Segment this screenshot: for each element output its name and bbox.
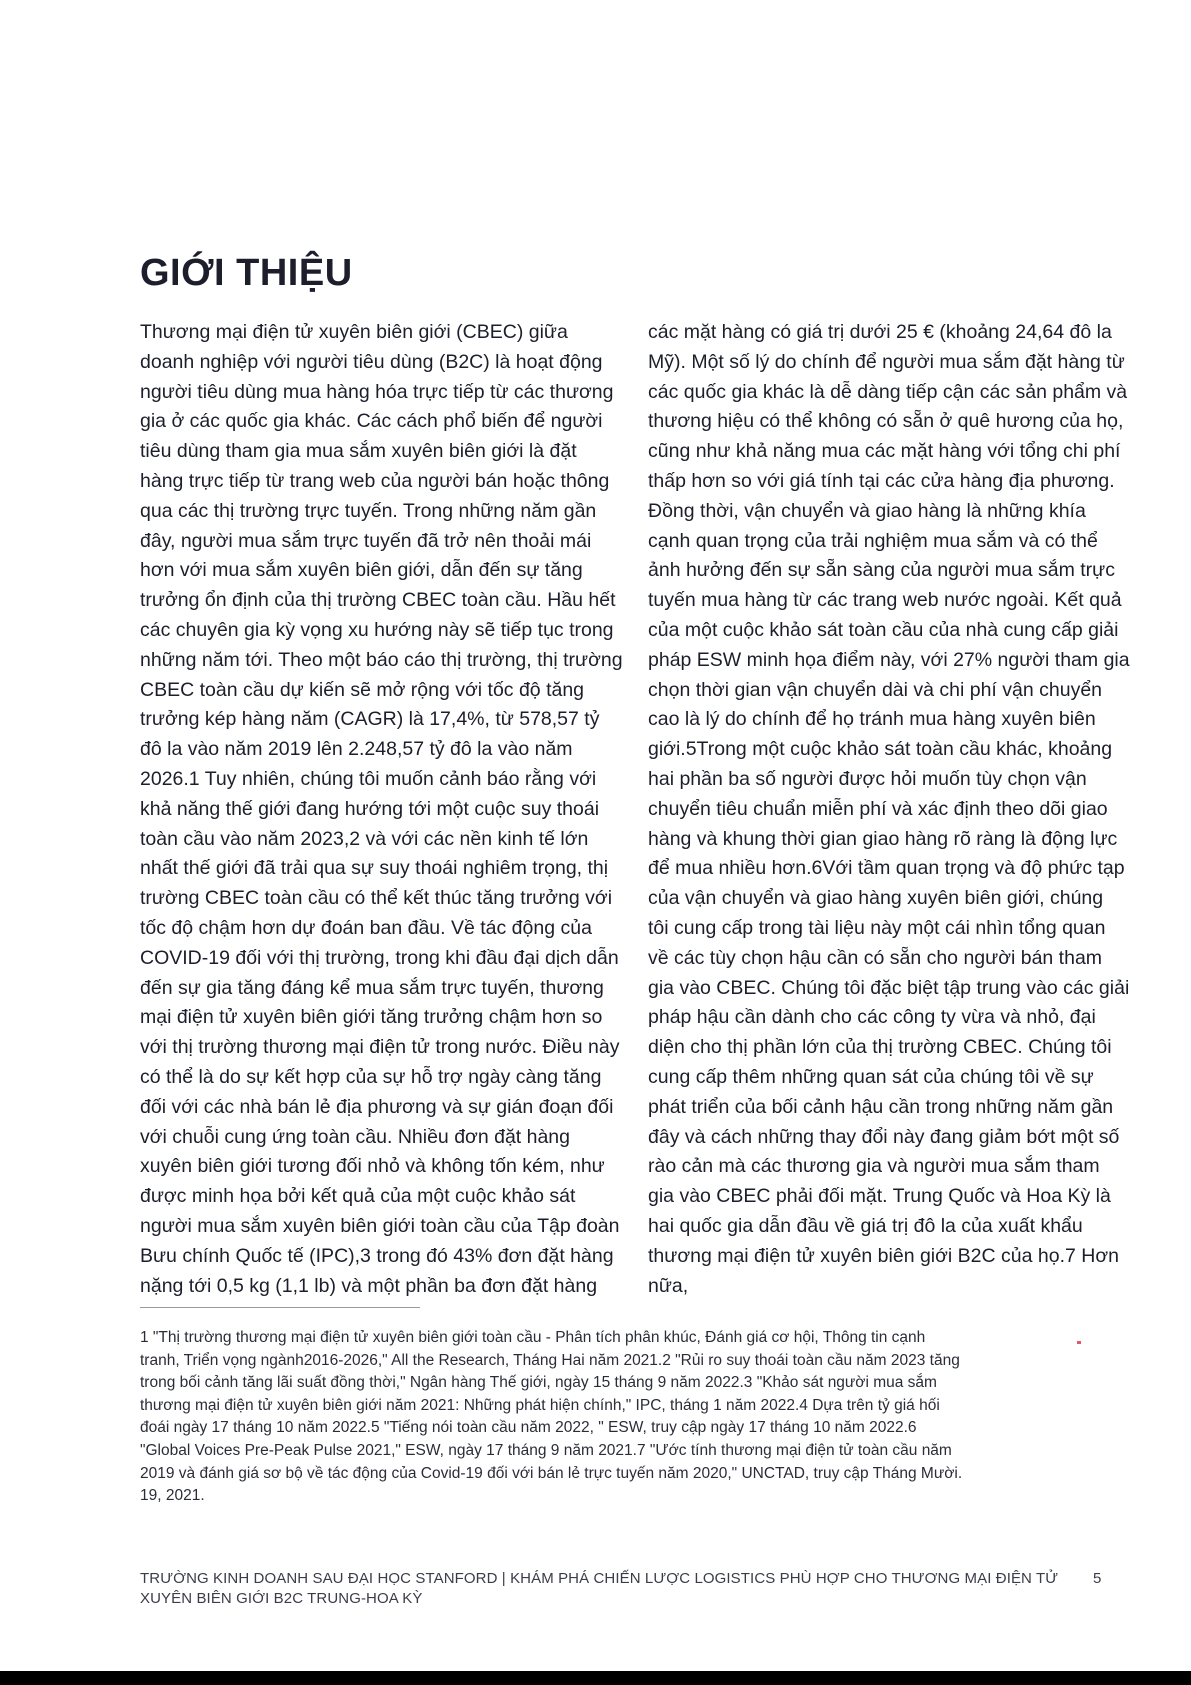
body-line: pháp hậu cần dành cho các công ty vừa và nhỏ, đại bbox=[648, 1006, 1096, 1029]
body-line: mại điện tử xuyên biên giới tăng trưởng chậm hơn so bbox=[140, 1006, 603, 1029]
body-line: tuyến mua hàng từ các trang web nước ngoài. Kết quả bbox=[648, 589, 1122, 612]
body-line: gia vào CBEC phải đối mặt. Trung Quốc và Hoa Kỳ là bbox=[648, 1185, 1111, 1208]
body-line: 2026.1 Tuy nhiên, chúng tôi muốn cảnh báo rằng với bbox=[140, 767, 597, 790]
body-line: đến sự gia tăng đáng kể mua sắm trực tuyến, thương bbox=[140, 976, 604, 999]
body-line: cũng như khả năng mua các mặt hàng với tổng chi phí bbox=[648, 440, 1121, 463]
footnote-line: 1 "Thị trường thương mại điện tử xuyên biên giới toàn cầu - Phân tích phân khúc, Đánh giá cơ hội, Thông tin cạnh bbox=[140, 1329, 926, 1346]
body-line: phát triển của bối cảnh hậu cần trong những năm gần bbox=[648, 1095, 1114, 1118]
body-line: diện cho thị phần lớn của thị trường CBEC. Chúng tôi bbox=[648, 1036, 1112, 1059]
body-line: rào cản mà các thương gia và người mua sắm tham bbox=[648, 1155, 1100, 1178]
body-line: nhất thế giới đã trải qua sự suy thoái nghiêm trọng, thị bbox=[140, 857, 609, 880]
body-line: đây và cách những thay đổi này đang giảm bớt một số bbox=[648, 1125, 1120, 1148]
body-line: Bưu chính Quốc tế (IPC),3 trong đó 43% đơn đặt hàng bbox=[140, 1244, 614, 1267]
body-line: có thể là do sự kết hợp của sự hỗ trợ ngày càng tăng bbox=[140, 1065, 602, 1088]
body-line: Mỹ). Một số lý do chính để người mua sắm đặt hàng từ bbox=[648, 350, 1125, 373]
body-line: người mua sắm xuyên biên giới toàn cầu của Tập đoàn bbox=[140, 1214, 620, 1237]
footer-line: TRƯỜNG KINH DOANH SAU ĐẠI HỌC STANFORD | KHÁM PHÁ CHIẾN LƯỢC LOGISTICS PHÙ HỢP CHO THƯƠNG MẠI ĐIỆN TỬ bbox=[140, 1570, 1059, 1587]
body-line: để mua nhiều hơn.6Với tầm quan trọng và độ phức tạp bbox=[648, 857, 1125, 880]
body-line: cạnh quan trọng của trải nghiệm mua sắm và có thể bbox=[648, 529, 1098, 552]
body-line: người tiêu dùng mua hàng hóa trực tiếp từ các thương bbox=[140, 380, 614, 403]
body-line: với chuỗi cung ứng toàn cầu. Nhiều đơn đặt hàng bbox=[140, 1125, 570, 1148]
body-line: thương mại điện tử xuyên biên giới B2C của họ.7 Hơn bbox=[648, 1244, 1119, 1267]
footnote-line: "Global Voices Pre-Peak Pulse 2021," ESW, ngày 17 tháng 9 năm 2021.7 "Ước tính thương mại điện tử toàn cầu năm bbox=[140, 1441, 952, 1459]
body-line: trưởng ổn định của thị trường CBEC toàn cầu. Hầu hết bbox=[140, 589, 616, 612]
body-line: chọn thời gian vận chuyển dài và chi phí vận chuyển bbox=[648, 678, 1103, 701]
page-number: 5 bbox=[1093, 1570, 1102, 1587]
body-line: xuyên biên giới tương đối nhỏ và không tốn kém, như bbox=[140, 1155, 605, 1178]
body-line: được minh họa bởi kết quả của một cuộc khảo sát bbox=[140, 1185, 576, 1208]
body-column-right bbox=[648, 318, 1158, 1301]
body-line: tiêu dùng tham gia mua sắm xuyên biên giới là đặt bbox=[140, 440, 577, 463]
body-line: toàn cầu vào năm 2023,2 và với các nền kinh tế lớn bbox=[140, 827, 589, 850]
body-line: doanh nghiệp với người tiêu dùng (B2C) là hoạt động bbox=[140, 350, 603, 373]
footnote-divider bbox=[140, 1307, 420, 1308]
footnote-line: tranh, Triển vọng ngành2016-2026," All the Research, Tháng Hai năm 2021.2 "Rủi ro suy thoái toàn cầu năm 2023 tăng bbox=[140, 1351, 960, 1369]
body-line: gia vào CBEC. Chúng tôi đặc biệt tập trung vào các giải bbox=[648, 976, 1130, 999]
body-line: giới.5Trong một cuộc khảo sát toàn cầu khác, khoảng bbox=[648, 738, 1113, 761]
body-line: Đồng thời, vận chuyển và giao hàng là những khía bbox=[648, 499, 1086, 522]
body-line: ảnh hưởng đến sự sẵn sàng của người mua sắm trực bbox=[648, 559, 1115, 582]
body-line: nặng tới 0,5 kg (1,1 lb) và một phần ba đơn đặt hàng bbox=[140, 1274, 598, 1297]
footer-line: XUYÊN BIÊN GIỚI B2C TRUNG-HOA KỲ bbox=[140, 1590, 423, 1607]
body-line: với thị trường thương mại điện tử trong nước. Điều này bbox=[140, 1036, 620, 1059]
body-line: các chuyên gia kỳ vọng xu hướng này sẽ tiếp tục trong bbox=[140, 618, 614, 641]
body-line: cung cấp thêm những quan sát của chúng tôi về sự bbox=[648, 1065, 1094, 1088]
body-line: trưởng kép hàng năm (CAGR) là 17,4%, từ 578,57 tỷ bbox=[140, 708, 600, 731]
body-line: Thương mại điện tử xuyên biên giới (CBEC) giữa bbox=[140, 321, 568, 343]
body-line: của vận chuyển và giao hàng xuyên biên giới, chúng bbox=[648, 887, 1104, 910]
body-line: hàng và khung thời gian giao hàng rõ ràng là động lực bbox=[648, 827, 1118, 850]
body-line: cao là lý do chính để họ tránh mua hàng xuyên biên bbox=[648, 708, 1096, 731]
footnote-line: đoái ngày 17 tháng 10 năm 2022.5 "Tiếng nói toàn cầu năm 2022, " ESW, truy cập ngày 17 tháng 10 năm 2022.6 bbox=[140, 1419, 917, 1437]
footnotes bbox=[140, 1327, 1080, 1508]
body-line: hơn với mua sắm xuyên biên giới, dẫn đến sự tăng bbox=[140, 559, 583, 582]
body-column-left bbox=[140, 318, 645, 1301]
body-line: trường CBEC toàn cầu có thể kết thúc tăng trưởng với bbox=[140, 887, 613, 910]
body-line: gia ở các quốc gia khác. Các cách phổ biến để người bbox=[140, 410, 603, 433]
body-line: thương hiệu có thể không có sẵn ở quê hương của họ, bbox=[648, 410, 1124, 433]
body-line: tôi cung cấp trong tài liệu này một cái nhìn tổng quan bbox=[648, 916, 1106, 939]
body-line: hàng trực tiếp từ trang web của người bán hoặc thông bbox=[140, 469, 610, 492]
body-line: tốc độ chậm hơn dự đoán ban đầu. Về tác động của bbox=[140, 916, 592, 939]
body-line: COVID-19 đối với thị trường, trong khi đầu đại dịch dẫn bbox=[140, 946, 619, 969]
body-line: những năm tới. Theo một báo cáo thị trường, thị trường bbox=[140, 648, 623, 671]
footnote-line: 2019 và đánh giá sơ bộ về tác động của Covid-19 đối với bán lẻ trực tuyến năm 2020," UNCTAD, truy cập Tháng Mười. bbox=[140, 1464, 963, 1482]
body-line: hai quốc gia dẫn đầu về giá trị đô la của xuất khẩu bbox=[648, 1214, 1083, 1237]
body-line: khả năng thế giới đang hướng tới một cuộc suy thoái bbox=[140, 797, 600, 820]
body-line: thấp hơn so với giá tính tại các cửa hàng địa phương. bbox=[648, 469, 1115, 492]
body-line: đây, người mua sắm trực tuyến đã trở nên thoải mái bbox=[140, 529, 592, 552]
body-line: về các tùy chọn hậu cần có sẵn cho người bán tham bbox=[648, 946, 1103, 969]
body-line: CBEC toàn cầu dự kiến sẽ mở rộng với tốc độ tăng bbox=[140, 678, 585, 701]
body-line: pháp ESW minh họa điểm này, với 27% người tham gia bbox=[648, 648, 1130, 671]
body-line: hai phần ba số người được hỏi muốn tùy chọn vận bbox=[648, 767, 1087, 790]
page-footer bbox=[140, 1569, 1100, 1609]
body-line: đối với các nhà bán lẻ địa phương và sự gián đoạn đối bbox=[140, 1095, 614, 1118]
body-line: các mặt hàng có giá trị dưới 25 € (khoảng 24,64 đô la bbox=[648, 321, 1112, 343]
body-line: của một cuộc khảo sát toàn cầu của nhà cung cấp giải bbox=[648, 618, 1119, 641]
body-line: các quốc gia khác là dễ dàng tiếp cận các sản phẩm và bbox=[648, 380, 1128, 403]
body-line: qua các thị trường trực tuyến. Trong những năm gần bbox=[140, 499, 597, 522]
body-line: đô la vào năm 2019 lên 2.248,57 tỷ đô la vào năm bbox=[140, 738, 573, 761]
footnote-line: trong bối cảnh tăng lãi suất đồng thời," Ngân hàng Thế giới, ngày 15 tháng 9 năm 2022.3 "Khảo sát người mua sắm bbox=[140, 1374, 937, 1392]
footnote-line: thương mại điện tử xuyên biên giới năm 2021: Những phát hiện chính," IPC, tháng 1 năm 2022.4 Dựa trên tỷ giá hối bbox=[140, 1396, 940, 1414]
page-title: GIỚI THIỆU bbox=[140, 252, 353, 294]
footnote-line: 19, 2021. bbox=[140, 1487, 205, 1505]
body-line: chuyển tiêu chuẩn miễn phí và xác định theo dõi giao bbox=[648, 797, 1108, 820]
stray-mark bbox=[1077, 1341, 1081, 1344]
bottom-bar bbox=[0, 1671, 1191, 1685]
body-line: nữa, bbox=[648, 1274, 689, 1297]
